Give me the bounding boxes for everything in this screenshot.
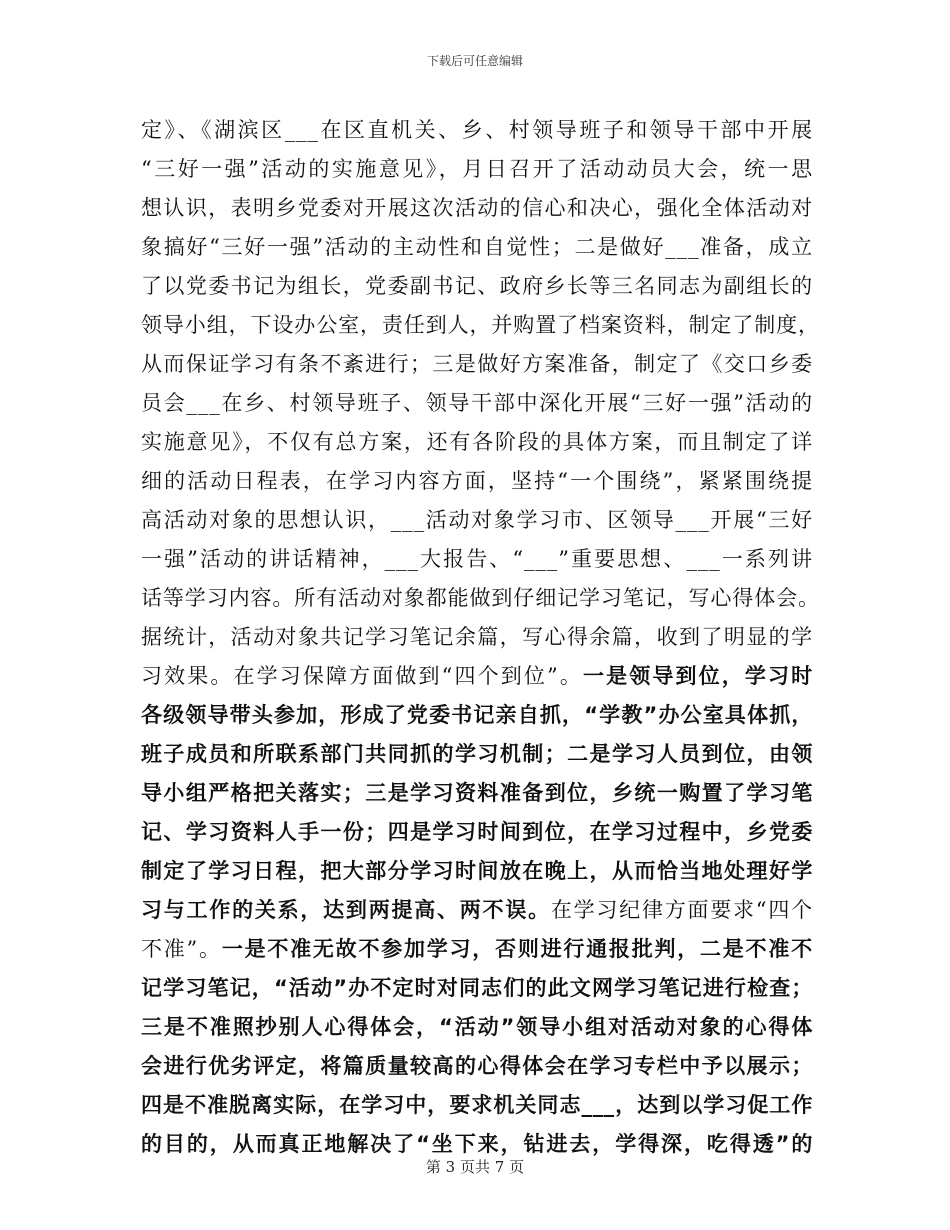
- text-line: 四是不准脱离实际，在学习中，要求机关同志___，达到以学习促工作: [141, 1093, 813, 1117]
- text-line: 制定了学习日程，把大部分学习时间放在晚上，从而恰当地处理好学: [141, 859, 813, 883]
- text-line: 班子成员和所联系部门共同抓的学习机制；二是学习人员到位，由领: [141, 742, 813, 766]
- text-line: 记、学习资料人手一份；四是学习时间到位，在学习过程中，乡党委: [141, 820, 813, 844]
- text-line: 高活动对象的思想认识，___活动对象学习市、区领导___开展“三好: [141, 508, 813, 532]
- page-footer: 第 3 页共 7 页: [425, 1158, 525, 1176]
- page-header: 下载后可任意编辑: [426, 54, 523, 68]
- text-line: 象搞好“三好一强”活动的主动性和自觉性；二是做好___准备，成立: [141, 235, 813, 259]
- text-segment: 不准”。: [141, 937, 222, 961]
- text-line: 定》、《湖滨区___在区直机关、乡、村领导班子和领导干部中开展: [141, 118, 813, 142]
- text-line: 细的活动日程表，在学习内容方面，坚持“一个围绕”，紧紧围绕提: [141, 469, 813, 493]
- text-line: 实施意见》，不仅有总方案，还有各阶段的具体方案，而且制定了详: [141, 430, 813, 454]
- text-line: “三好一强”活动的实施意见》，月日召开了活动动员大会，统一思: [141, 157, 813, 181]
- text-line: 员会___在乡、村领导班子、领导干部中深化开展“三好一强”活动的: [141, 391, 813, 415]
- text-segment-bold: 一是领导到位，学习时: [582, 664, 813, 688]
- document-body: [141, 111, 820, 1164]
- text-segment: 习效果。在学习保障方面做到“四个到位”。: [141, 664, 583, 688]
- text-line-mixed: [141, 930, 813, 969]
- text-line: 的目的，从而真正地解决了“坐下来，钻进去，学得深，吃得透”的: [141, 1132, 813, 1156]
- text-line: 从而保证学习有条不紊进行；三是做好方案准备，制定了《交口乡委: [141, 352, 813, 376]
- text-segment-bold: 习与工作的关系，达到两提高、两不误。: [141, 898, 551, 922]
- text-line: 会进行优劣评定，将篇质量较高的心得体会在学习专栏中予以展示；: [141, 1054, 813, 1078]
- text-line: 各级领导带头参加，形成了党委书记亲自抓，“学教”办公室具体抓，: [141, 703, 813, 727]
- text-line: 一强”活动的讲话精神，___大报告、“___”重要思想、___一系列讲: [141, 547, 813, 571]
- text-line: 三是不准照抄别人心得体会，“活动”领导小组对活动对象的心得体: [141, 1015, 813, 1039]
- text-line: 领导小组，下设办公室，责任到人，并购置了档案资料，制定了制度，: [141, 313, 820, 337]
- text-segment-bold: 一是不准无故不参加学习，否则进行通报批判，二是不准不: [221, 937, 813, 961]
- text-line: 导小组严格把关落实；三是学习资料准备到位，乡统一购置了学习笔: [141, 781, 813, 805]
- text-line: 话等学习内容。所有活动对象都能做到仔细记学习笔记，写心得体会。: [141, 586, 820, 610]
- text-line: 了以党委书记为组长，党委副书记、政府乡长等三名同志为副组长的: [141, 274, 813, 298]
- text-line: 据统计，活动对象共记学习笔记余篇，写心得余篇，收到了明显的学: [141, 625, 813, 649]
- text-line-mixed: [141, 657, 813, 696]
- text-line: 想认识，表明乡党委对开展这次活动的信心和决心，强化全体活动对: [141, 196, 813, 220]
- text-line: 记学习笔记，“活动”办不定时对同志们的此文网学习笔记进行检查；: [141, 976, 813, 1000]
- text-segment: 在学习纪律方面要求“四个: [550, 898, 813, 922]
- text-line-mixed: [141, 891, 813, 930]
